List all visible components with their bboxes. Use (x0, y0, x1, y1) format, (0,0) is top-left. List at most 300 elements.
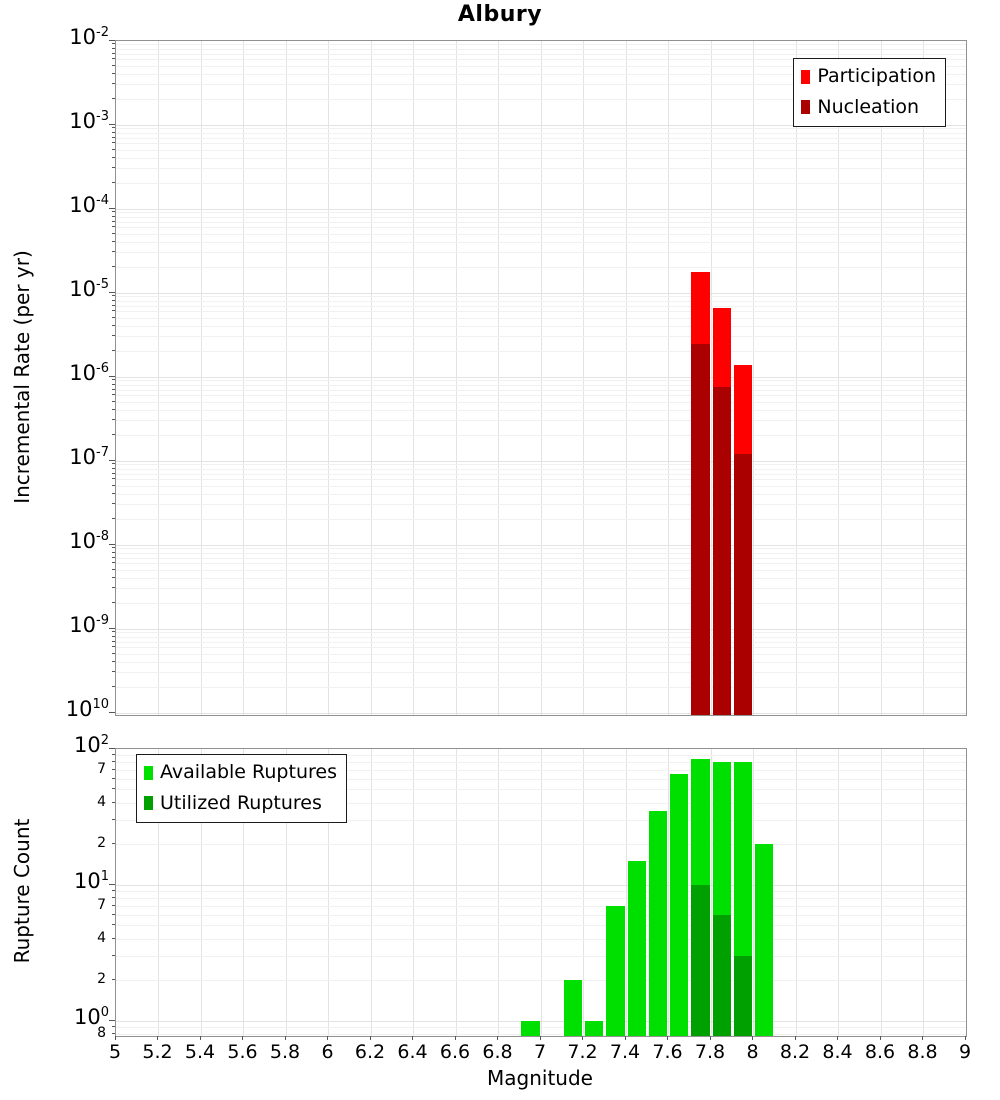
x-tickmark (370, 1036, 371, 1040)
gridline-minor (116, 553, 966, 554)
x-tickmark (625, 1036, 626, 1040)
y-minor-tickmark (112, 419, 115, 420)
gridline-major (116, 377, 966, 378)
y-minor-tickmark (112, 547, 115, 548)
gridline-minor (116, 925, 966, 926)
rate-plot (115, 40, 967, 716)
y-minor-tickmark (112, 325, 115, 326)
gridline-vertical (456, 749, 457, 1036)
y-minor-tickmark (112, 83, 115, 84)
x-tickmark (710, 1036, 711, 1040)
gridline-vertical (796, 749, 797, 1036)
legend-label-utilized: Utilized Ruptures (160, 791, 322, 814)
y-minor-tickmark (112, 241, 115, 242)
gridline-minor (116, 1034, 966, 1035)
y-minor-tickmark (112, 661, 115, 662)
y-minor-tickmark (112, 636, 115, 637)
gridline-vertical (328, 41, 329, 715)
gridline-vertical (413, 749, 414, 1036)
legend-item-utilized (144, 791, 337, 817)
gridline-minor (116, 578, 966, 579)
y-major-tickmark (109, 712, 115, 713)
gridline-minor (116, 647, 966, 648)
y-minor-tickmark (112, 646, 115, 647)
gridline-vertical (626, 41, 627, 715)
y-major-tickmark (109, 40, 115, 41)
gridline-minor (116, 420, 966, 421)
gridline-minor (116, 588, 966, 589)
legend-label-nucleation: Nucleation (817, 95, 920, 118)
y-major-tickmark (109, 628, 115, 629)
gridline-vertical (541, 41, 542, 715)
x-tickmark (157, 1036, 158, 1040)
gridline-minor (116, 469, 966, 470)
gridline-minor (116, 642, 966, 643)
x-tick-label: 5.4 (184, 1041, 216, 1063)
y-minor-tickmark (112, 226, 115, 227)
y-minor-tick-label: 2 (97, 971, 106, 988)
y-minor-tickmark (112, 233, 115, 234)
y-minor-tickmark (112, 157, 115, 158)
gridline-minor (116, 138, 966, 139)
y-major-tickmark (109, 376, 115, 377)
y-minor-tickmark (112, 641, 115, 642)
gridline-vertical (583, 749, 584, 1036)
gridline-minor (116, 672, 966, 673)
y-minor-tickmark (112, 587, 115, 588)
y-minor-tickmark (112, 216, 115, 217)
y-minor-tickmark (112, 48, 115, 49)
gridline-major (116, 629, 966, 630)
gridline-vertical (881, 749, 882, 1036)
nucleation-bar (691, 344, 709, 715)
x-tick-label: 7.2 (567, 1041, 598, 1063)
count-plot (115, 748, 967, 1037)
y-minor-tickmark (112, 1026, 115, 1027)
x-tick-label: 6.8 (482, 1041, 513, 1063)
gridline-minor (116, 637, 966, 638)
y-tick-label: $10^{-3}$ (69, 109, 109, 133)
y-minor-tickmark (112, 671, 115, 672)
x-tick-label: 5.2 (142, 1041, 173, 1063)
x-tick-label: 9 (958, 1041, 972, 1063)
y-minor-tickmark (112, 389, 115, 390)
y-minor-tickmark (112, 53, 115, 54)
gridline-minor (116, 380, 966, 381)
y-minor-tick-label: 7 (97, 897, 106, 914)
gridline-minor (116, 267, 966, 268)
x-tick-label: 6 (321, 1041, 334, 1063)
y-minor-tickmark (112, 686, 115, 687)
nucleation-bar (734, 454, 752, 715)
gridline-minor (116, 687, 966, 688)
gridline-major (116, 713, 966, 714)
y-major-tickmark (109, 544, 115, 545)
gridline-vertical (371, 749, 372, 1036)
x-tickmark (837, 1036, 838, 1040)
y-minor-tickmark (112, 132, 115, 133)
y-minor-tickmark (112, 761, 115, 762)
gridline-minor (116, 570, 966, 571)
y-minor-tickmark (112, 305, 115, 306)
gridline-vertical (668, 749, 669, 1036)
y-minor-tickmark (112, 310, 115, 311)
nucleation-swatch (801, 100, 810, 114)
legend-item-available (144, 760, 337, 786)
y-minor-tickmark (112, 350, 115, 351)
y-minor-tickmark (112, 211, 115, 212)
gridline-minor (116, 234, 966, 235)
count-legend (136, 754, 347, 823)
y-minor-tickmark (112, 552, 115, 553)
gridline-minor (116, 150, 966, 151)
gridline-minor (116, 49, 966, 50)
gridline-vertical (371, 41, 372, 715)
legend-item-participation (801, 64, 936, 90)
gridline-minor (116, 603, 966, 604)
gridline-minor (116, 395, 966, 396)
y-minor-tick-label: 8 (97, 1025, 106, 1042)
gridline-major (116, 461, 966, 462)
gridline-minor (116, 548, 966, 549)
y-minor-tickmark (112, 149, 115, 150)
y-minor-tickmark (112, 788, 115, 789)
y-minor-tickmark (112, 769, 115, 770)
x-tickmark (285, 1036, 286, 1040)
x-tick-label: 7.4 (609, 1041, 641, 1063)
y-minor-tickmark (112, 43, 115, 44)
gridline-minor (116, 183, 966, 184)
gridline-major (116, 1021, 966, 1022)
y-minor-tickmark (112, 1033, 115, 1034)
gridline-major (116, 209, 966, 210)
y-minor-tickmark (112, 503, 115, 504)
gridline-minor (116, 44, 966, 45)
gridline-vertical (498, 749, 499, 1036)
y-minor-tickmark (112, 317, 115, 318)
gridline-vertical (753, 41, 754, 715)
y-minor-tickmark (112, 468, 115, 469)
gridline-minor (116, 212, 966, 213)
legend-label-participation: Participation (817, 65, 936, 87)
y-tick-label: $10^{-5}$ (69, 277, 109, 301)
y-minor-tickmark (112, 182, 115, 183)
x-tick-label: 6.4 (397, 1041, 428, 1063)
gridline-vertical (626, 749, 627, 1036)
gridline-vertical (286, 41, 287, 715)
available-ruptures-bar (585, 1021, 603, 1036)
gridline-vertical (711, 41, 712, 715)
gridline-minor (116, 464, 966, 465)
gridline-minor (116, 410, 966, 411)
y-major-tickmark (109, 884, 115, 885)
y-tick-label: $10^1$ (73, 869, 109, 893)
y-minor-tickmark (112, 493, 115, 494)
gridline-vertical (668, 41, 669, 715)
gridline-minor (116, 898, 966, 899)
y-minor-tickmark (112, 557, 115, 558)
gridline-minor (116, 662, 966, 663)
y-minor-tick-label: 2 (97, 835, 106, 852)
x-tick-label: 7.6 (652, 1041, 683, 1063)
y-major-tickmark (109, 460, 115, 461)
gridline-vertical (923, 749, 924, 1036)
y-minor-tickmark (112, 434, 115, 435)
gridline-minor (116, 390, 966, 391)
y-minor-tickmark (112, 137, 115, 138)
y-minor-tickmark (112, 409, 115, 410)
y-minor-tickmark (112, 65, 115, 66)
y-minor-tickmark (112, 819, 115, 820)
y-minor-tick-label: 7 (97, 761, 106, 778)
y-minor-tickmark (112, 401, 115, 402)
y-minor-tickmark (112, 924, 115, 925)
y-minor-tickmark (112, 569, 115, 570)
gridline-minor (116, 891, 966, 892)
y-tick-label: $10^{-2}$ (69, 25, 109, 49)
available-ruptures-bar (606, 906, 624, 1036)
x-tickmark (412, 1036, 413, 1040)
y-minor-tickmark (112, 127, 115, 128)
x-tick-label: 5 (108, 1041, 122, 1063)
y-minor-tickmark (112, 300, 115, 301)
available-ruptures-bar (670, 774, 688, 1036)
gridline-vertical (923, 41, 924, 715)
gridline-minor (116, 402, 966, 403)
figure-title: Albury (457, 2, 543, 27)
available-ruptures-bar (628, 861, 646, 1036)
y-major-tickmark (109, 208, 115, 209)
y-tick-label: $10^2$ (73, 733, 109, 757)
available-ruptures-bar (521, 1021, 539, 1036)
y-minor-tickmark (112, 754, 115, 755)
gridline-vertical (541, 749, 542, 1036)
gridline-minor (116, 504, 966, 505)
gridline-vertical (583, 41, 584, 715)
gridline-major (116, 885, 966, 886)
rate-legend (793, 58, 946, 127)
y-minor-tickmark (112, 58, 115, 59)
gridline-minor (116, 227, 966, 228)
legend-item-nucleation (801, 95, 936, 121)
y-minor-tickmark (112, 251, 115, 252)
gridline-minor (116, 654, 966, 655)
gridline-minor (116, 494, 966, 495)
x-tick-label: 8 (746, 1041, 759, 1063)
y-minor-tickmark (112, 167, 115, 168)
gridline-vertical (796, 41, 797, 715)
gridline-minor (116, 301, 966, 302)
y-minor-tickmark (112, 897, 115, 898)
y-minor-tickmark (112, 914, 115, 915)
y-minor-tickmark (112, 778, 115, 779)
x-tick-label: 8.8 (907, 1041, 938, 1063)
gridline-minor (116, 168, 966, 169)
y-tick-label: $10^{-4}$ (69, 193, 109, 217)
available-ruptures-bar (755, 844, 773, 1036)
x-tick-label: 8.6 (864, 1041, 896, 1063)
x-tickmark (922, 1036, 923, 1040)
y-minor-tickmark (112, 562, 115, 563)
x-tickmark (795, 1036, 796, 1040)
gridline-minor (116, 217, 966, 218)
x-tickmark (540, 1036, 541, 1040)
y-tick-label: $10^{-9}$ (69, 613, 109, 637)
y-minor-tick-label: 4 (97, 794, 106, 811)
y-major-tickmark (109, 748, 115, 749)
y-minor-tickmark (112, 379, 115, 380)
y-major-tickmark (109, 1020, 115, 1021)
x-tickmark (455, 1036, 456, 1040)
utilized-ruptures-bar (691, 885, 709, 1036)
y-minor-tickmark (112, 890, 115, 891)
available-ruptures-bar (564, 980, 582, 1036)
x-tick-label: 7 (533, 1041, 547, 1063)
gridline-vertical (881, 41, 882, 715)
y-tick-label: $10^{-7}$ (69, 445, 109, 469)
x-tick-label: 6.2 (354, 1041, 386, 1063)
x-tickmark (200, 1036, 201, 1040)
gridline-minor (116, 306, 966, 307)
x-tickmark (880, 1036, 881, 1040)
y-major-tickmark (109, 292, 115, 293)
gridline-minor (116, 435, 966, 436)
gridline-minor (116, 1027, 966, 1028)
gridline-vertical (838, 41, 839, 715)
y-minor-tickmark (112, 295, 115, 296)
magnitude-axis-title: Magnitude (487, 1066, 593, 1090)
gridline-minor (116, 563, 966, 564)
y-tick-label: $10^0$ (73, 1005, 109, 1029)
gridline-vertical (711, 749, 712, 1036)
y-minor-tickmark (112, 463, 115, 464)
y-major-tickmark (109, 124, 115, 125)
y-minor-tickmark (112, 602, 115, 603)
x-tickmark (242, 1036, 243, 1040)
y-minor-tickmark (112, 955, 115, 956)
x-tickmark (965, 1036, 966, 1040)
y-minor-tickmark (112, 938, 115, 939)
y-minor-tickmark (112, 577, 115, 578)
gridline-minor (116, 326, 966, 327)
gridline-minor (116, 486, 966, 487)
x-tick-label: 5.8 (269, 1041, 301, 1063)
gridline-minor (116, 158, 966, 159)
gridline-minor (116, 479, 966, 480)
gridline-minor (116, 915, 966, 916)
gridline-minor (116, 133, 966, 134)
y-minor-tickmark (112, 485, 115, 486)
y-minor-tickmark (112, 384, 115, 385)
gridline-vertical (838, 749, 839, 1036)
gridline-minor (116, 222, 966, 223)
x-tick-label: 6.6 (439, 1041, 471, 1063)
gridline-minor (116, 143, 966, 144)
x-tick-label: 8.4 (822, 1041, 853, 1063)
y-minor-tickmark (112, 653, 115, 654)
gridline-minor (116, 242, 966, 243)
x-tick-label: 7.8 (694, 1041, 726, 1063)
x-tickmark (327, 1036, 328, 1040)
gridline-vertical (243, 41, 244, 715)
y-minor-tickmark (112, 394, 115, 395)
y-minor-tickmark (112, 142, 115, 143)
y-minor-tickmark (112, 631, 115, 632)
x-tickmark (582, 1036, 583, 1040)
y-minor-tickmark (112, 478, 115, 479)
y-minor-tickmark (112, 473, 115, 474)
gridline-minor (116, 980, 966, 981)
y-minor-tickmark (112, 518, 115, 519)
gridline-minor (116, 252, 966, 253)
gridline-vertical (158, 41, 159, 715)
gridline-minor (116, 336, 966, 337)
participation-swatch (801, 70, 810, 84)
gridline-major (116, 293, 966, 294)
available-ruptures-bar (649, 811, 667, 1036)
gridline-minor (116, 844, 966, 845)
x-tickmark (667, 1036, 668, 1040)
gridline-minor (116, 519, 966, 520)
x-tickmark (497, 1036, 498, 1040)
nucleation-bar (713, 387, 731, 715)
gridline-vertical (498, 41, 499, 715)
y-tick-label: $10^{-8}$ (69, 529, 109, 553)
y-minor-tick-label: 4 (97, 930, 106, 947)
y-minor-tickmark (112, 979, 115, 980)
gridline-minor (116, 632, 966, 633)
y-minor-tickmark (112, 905, 115, 906)
gridline-vertical (413, 41, 414, 715)
y-minor-tickmark (112, 802, 115, 803)
gridline-major (116, 545, 966, 546)
y-tick-label: $10^{-6}$ (69, 361, 109, 385)
y-minor-tickmark (112, 843, 115, 844)
x-tick-label: 5.6 (227, 1041, 258, 1063)
gridline-minor (116, 128, 966, 129)
gridline-minor (116, 956, 966, 957)
gridline-minor (116, 351, 966, 352)
legend-label-available: Available Ruptures (160, 761, 337, 783)
rate-axis-title: Incremental Rate (per yr) (10, 250, 34, 504)
y-minor-tickmark (112, 73, 115, 74)
gridline-minor (116, 296, 966, 297)
gridline-minor (116, 906, 966, 907)
y-minor-tickmark (112, 98, 115, 99)
x-tick-label: 8.2 (779, 1041, 811, 1063)
gridline-minor (116, 474, 966, 475)
gridline-minor (116, 558, 966, 559)
gridline-minor (116, 54, 966, 55)
gridline-vertical (456, 41, 457, 715)
gridline-minor (116, 939, 966, 940)
gridline-minor (116, 318, 966, 319)
y-tick-label: $10^{10}$ (65, 697, 109, 721)
y-minor-tickmark (112, 221, 115, 222)
gridline-vertical (201, 41, 202, 715)
count-axis-title: Rupture Count (10, 818, 34, 964)
utilized-swatch (144, 796, 153, 810)
gridline-minor (116, 385, 966, 386)
y-minor-tickmark (112, 335, 115, 336)
gridline-vertical (753, 749, 754, 1036)
x-tickmark (752, 1036, 753, 1040)
gridline-minor (116, 311, 966, 312)
x-tickmark (115, 1036, 116, 1040)
available-swatch (144, 766, 153, 780)
utilized-ruptures-bar (713, 915, 731, 1036)
utilized-ruptures-bar (734, 956, 752, 1036)
